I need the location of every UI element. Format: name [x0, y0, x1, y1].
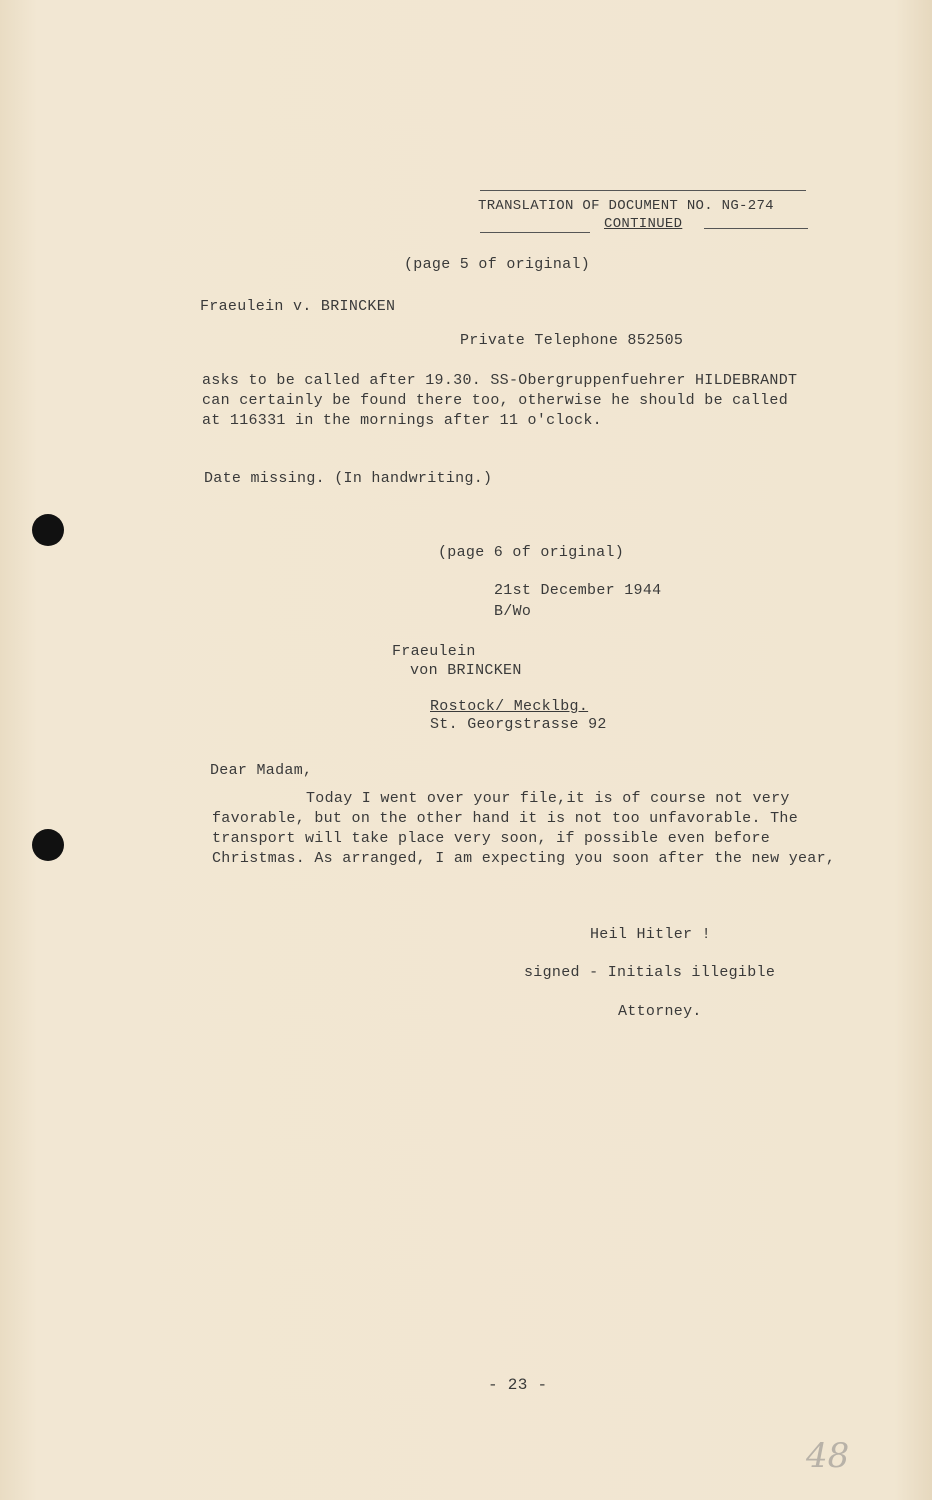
recipient-line: Fraeulein	[392, 643, 476, 660]
body-line: at 116331 in the mornings after 11 o'clock.	[202, 412, 602, 429]
letter-ref: B/Wo	[494, 603, 532, 620]
letter-body-line: Today I went over your file,it is of course not very	[306, 790, 790, 807]
private-telephone: Private Telephone 852505	[460, 332, 684, 349]
page-ref-6: (page 6 of original)	[438, 544, 625, 561]
letter-date: 21st December 1944	[494, 582, 662, 599]
header-title: TRANSLATION OF DOCUMENT NO. NG-274	[478, 198, 774, 214]
header-continued: CONTINUED	[604, 216, 683, 232]
header-rule-right	[704, 228, 808, 229]
letter-body-line: Christmas. As arranged, I am expecting you soon after the new year,	[212, 850, 836, 867]
page-number: - 23 -	[488, 1376, 548, 1394]
salutation: Dear Madam,	[210, 762, 313, 779]
signature-note: signed - Initials illegible	[524, 964, 776, 981]
punch-hole-lower	[32, 829, 64, 861]
address-city: Rostock/ Mecklbg.	[430, 698, 589, 715]
body-line: asks to be called after 19.30. SS-Obergruppenfuehrer HILDEBRANDT	[202, 372, 798, 389]
header-rule-left	[480, 232, 590, 233]
header-rule-top	[480, 190, 806, 191]
punch-hole-upper	[32, 514, 64, 546]
recipient-line: von BRINCKEN	[410, 662, 522, 679]
signer-title: Attorney.	[618, 1003, 702, 1020]
pencil-page-mark: 48	[806, 1436, 850, 1476]
closing: Heil Hitler !	[590, 926, 711, 943]
addressee: Fraeulein v. BRINCKEN	[200, 298, 396, 315]
date-missing-note: Date missing. (In handwriting.)	[204, 470, 493, 487]
letter-body-line: transport will take place very soon, if possible even before	[212, 830, 771, 847]
page-ref-5: (page 5 of original)	[404, 256, 591, 273]
body-line: can certainly be found there too, otherwise he should be called	[202, 392, 788, 409]
address-street: St. Georgstrasse 92	[430, 716, 607, 733]
letter-body-line: favorable, but on the other hand it is not too unfavorable. The	[212, 810, 798, 827]
